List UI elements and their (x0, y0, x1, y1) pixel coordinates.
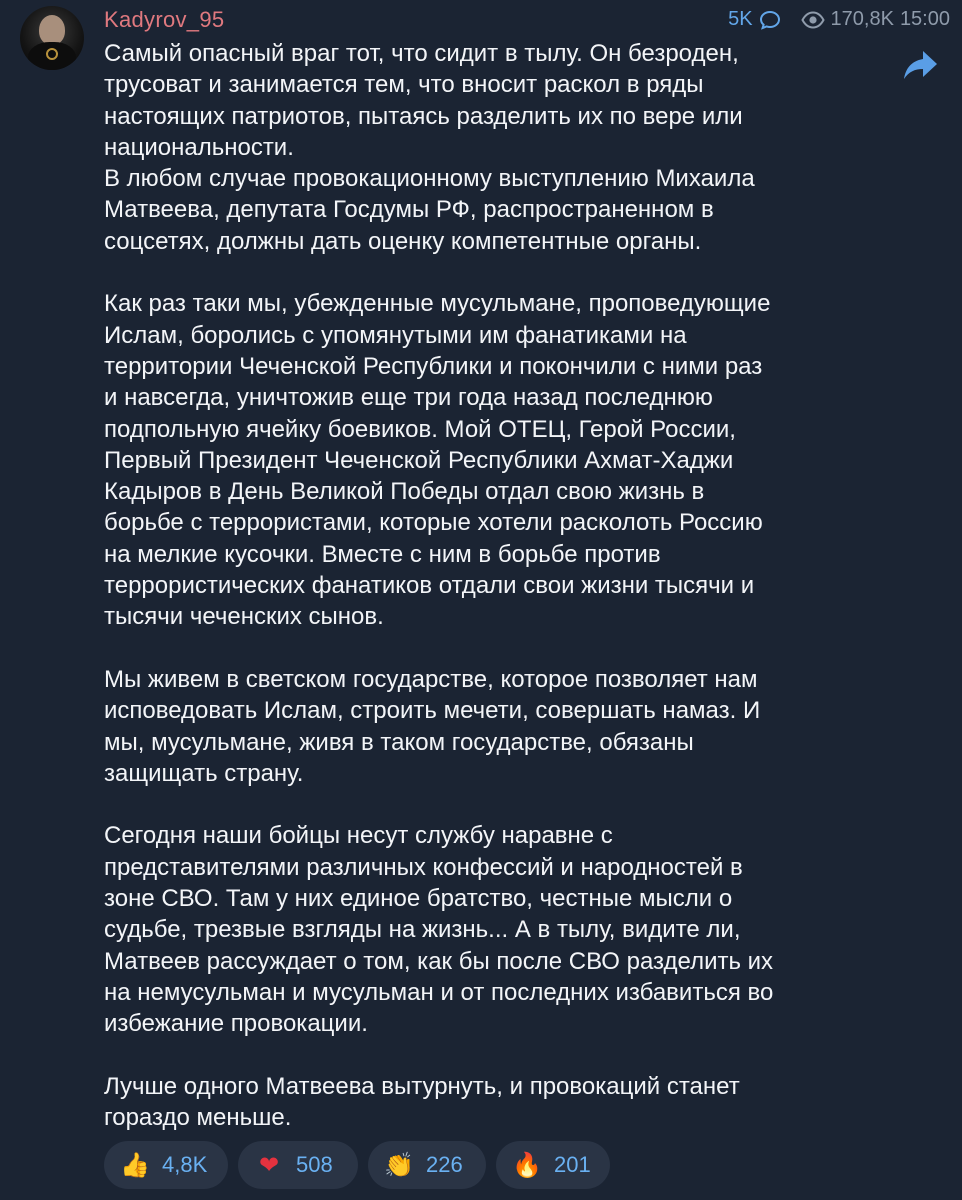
reaction-count: 201 (554, 1152, 591, 1177)
reaction-fire[interactable] (496, 1141, 610, 1189)
message-paragraph: Лучше одного Матвеева вытурнуть, и провокаций станет гораздо меньше. (104, 1072, 740, 1132)
message-paragraph: Мы живем в светском государстве, которое позволяет нам исповедовать Ислам, строить мечети, совершать намаз. И мы, мусульмане, живя в таком государстве, обязаны защищать страну. (104, 665, 761, 787)
clapping-hands-icon: 👏 (384, 1151, 414, 1179)
channel-avatar[interactable] (20, 6, 84, 70)
post-meta (728, 8, 950, 31)
avatar-face (39, 15, 65, 45)
views-counter (801, 8, 950, 31)
thumbs-up-icon: 👍 (120, 1151, 150, 1179)
message-paragraph: Сегодня наши бойцы несут службу наравне с представителями различных конфессий и народностей в зоне СВО. Там у них единое братство, честные мысли о судьбе, трезвые взгляды на жизнь... А в тылу, видите ли, Матвеев рассуждает о том, как бы после СВО разделить их на немусульман и мусульман и от последних избавиться во избежание провокации. (104, 822, 774, 1038)
comment-bubble-icon (759, 9, 781, 31)
fire-icon: 🔥 (512, 1151, 542, 1179)
avatar-badge-icon (46, 48, 58, 60)
reactions-bar (104, 1141, 610, 1189)
reaction-thumbs-up[interactable] (104, 1141, 228, 1189)
message-paragraph: Как раз таки мы, убежденные мусульмане, проповедующие Ислам, боролись с упомянутыми им фанатиками на территории Чеченской Республики и покончили с ними раз и навсегда, уничтожив еще три года назад последнюю подпольную ячейку боевиков. Мой ОТЕЦ, Герой России, Первый Президент Чеченской Республики Ахмат-Хаджи Кадыров в День Великой Победы отдал свою жизнь в борьбе с террористами, которые хотели расколоть Россию на мелкие кусочки. Вместе с ним в борьбе против террористических фанатиков отдали свои жизни тысячи и тысячи чеченских сынов. (104, 290, 771, 631)
eye-icon (801, 11, 825, 29)
reaction-clapping-hands[interactable] (368, 1141, 486, 1189)
reaction-count: 4,8K (162, 1152, 208, 1177)
comments-count: 5K (728, 8, 753, 30)
views-count: 170,8K (830, 8, 894, 30)
channel-name[interactable]: Kadyrov_95 (104, 7, 225, 32)
reaction-count: 226 (426, 1152, 463, 1177)
post-time: 15:00 (899, 8, 950, 30)
message-text (104, 38, 874, 1133)
heart-icon: ❤ (258, 1151, 280, 1179)
comments-counter[interactable] (728, 8, 780, 31)
reaction-heart[interactable] (238, 1141, 358, 1189)
share-button[interactable] (902, 48, 940, 82)
reaction-count: 508 (296, 1152, 333, 1177)
share-arrow-icon (902, 48, 940, 82)
message-paragraph: Самый опасный враг тот, что сидит в тылу. Он безроден, трусоват и занимается тем, что вносит раскол в ряды настоящих патриотов, пытаясь разделить их по вере или национальности. В любом случае провокационному выступлению Михаила Матвеева, депутата Госдумы РФ, распространенном в соцсетях, должны дать оценку компетентные органы. (104, 40, 755, 255)
